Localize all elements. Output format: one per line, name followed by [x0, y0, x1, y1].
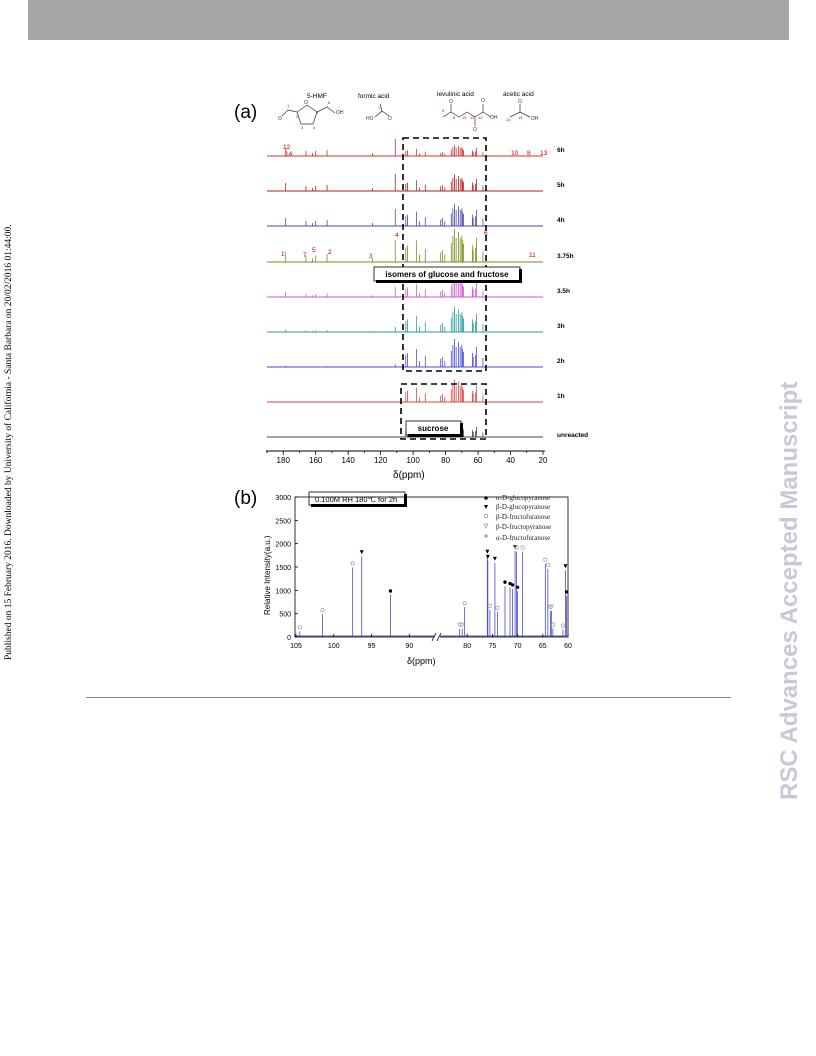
legend-alpha-glucopyranose: α-D-glucopyranose	[496, 494, 551, 502]
time-label-3-5h: 3.5h	[557, 288, 571, 295]
spectrum-trace-6h	[267, 139, 565, 156]
y-tick-label: 2500	[275, 518, 291, 526]
peak-marker-beta-fructofuranose	[521, 546, 524, 549]
spectrum-trace-1h	[267, 380, 565, 402]
x-tick-label: 40	[506, 456, 515, 465]
carbon-label-8: 8	[527, 150, 531, 157]
panel-b-label: (b)	[234, 488, 258, 509]
sucrose-label-box	[406, 421, 463, 437]
x-tick-label: 60	[473, 456, 483, 465]
peak-marker-beta-glucopyranose	[485, 550, 489, 554]
svg-text:3: 3	[301, 125, 304, 130]
svg-text:O: O	[481, 98, 485, 104]
x-tick-label: 160	[309, 456, 323, 465]
svg-text:O: O	[518, 99, 522, 105]
svg-text:5: 5	[316, 110, 319, 115]
y-tick-label: 3000	[275, 495, 291, 502]
peak-marker-beta-glucopyranose	[563, 564, 567, 568]
spectrum-trace-2h	[267, 339, 565, 367]
svg-text:13: 13	[506, 117, 511, 122]
svg-text:O: O	[449, 99, 453, 105]
compound-label-acetic-acid: acetic acid	[503, 91, 534, 98]
x-axis-panel-a	[266, 451, 548, 465]
legend-beta-fructopyranose: β-D-fructopyranose	[496, 523, 552, 531]
svg-text:OH: OH	[336, 110, 344, 116]
y-tick-label: 1500	[275, 565, 291, 572]
spectrum-trace-5h	[267, 174, 565, 191]
isomers-label-box	[374, 267, 522, 283]
carbon-label-13: 13	[540, 150, 548, 157]
time-label-5h: 5h	[557, 182, 565, 189]
svg-text:O: O	[388, 116, 392, 122]
levulinic-acid-structure	[442, 98, 498, 133]
carbon-label-3: 3	[369, 253, 373, 260]
svg-text:6: 6	[328, 100, 331, 105]
carbon-label-6: 6	[484, 230, 488, 237]
svg-text:14: 14	[518, 115, 523, 120]
y-tick-label: 500	[279, 611, 291, 619]
time-label-2h: 2h	[557, 358, 565, 365]
carbon-label-7: 7	[303, 252, 307, 259]
peak-marker-alpha-glucopyranose	[503, 580, 506, 583]
legend-beta-fructofuranose: β-D-fructofuranose	[496, 513, 551, 521]
svg-text:4: 4	[313, 125, 316, 130]
y-tick-label: 2000	[275, 541, 291, 549]
compound-label-formic-acid: formic acid	[358, 93, 390, 100]
time-label-4h: 4h	[557, 217, 565, 224]
peak-marker-alpha-glucopyranose	[516, 586, 519, 589]
svg-text:9: 9	[442, 108, 445, 113]
svg-text:7: 7	[378, 106, 381, 111]
x-tick-label-b: 75	[488, 643, 497, 650]
x-tick-label: 140	[341, 456, 355, 465]
carbon-label-10: 10	[511, 150, 519, 157]
svg-text:12: 12	[478, 115, 483, 120]
peak-marker-alpha-glucopyranose	[511, 583, 514, 586]
hmf-structure	[278, 100, 344, 130]
peak-marker-beta-fructofuranose	[561, 624, 564, 627]
publication-side-note: Published on 15 February 2016. Downloaded by University of California - Santa Barbara on 20/02/2016 01:44:00.	[4, 224, 14, 660]
carbon-label-14: 14	[285, 151, 293, 158]
x-axis-title-panel-b: δ(ppm)	[407, 656, 436, 666]
svg-text:8: 8	[453, 115, 456, 120]
x-tick-label-b: 80	[463, 643, 472, 650]
spectra-panel-a	[267, 139, 588, 439]
spectrum-trace-3-75h	[267, 228, 574, 262]
spectrum-trace-4h	[267, 204, 565, 226]
x-tick-label-b: 95	[367, 643, 376, 650]
time-label-3-75h: 3.75h	[557, 253, 574, 260]
svg-text:10: 10	[462, 115, 467, 120]
svg-text:HO: HO	[366, 116, 374, 122]
spectrum-trace-3h	[267, 307, 565, 332]
peak-marker-beta-glucopyranose	[486, 555, 490, 559]
time-label-3h: 3h	[557, 323, 565, 330]
peak-marker-beta-fructofuranose	[298, 626, 301, 629]
condition-box	[309, 492, 407, 507]
svg-text:OH: OH	[531, 116, 539, 122]
sucrose-label: sucrose	[417, 424, 449, 433]
peak-marker-beta-fructofuranose	[321, 608, 324, 611]
svg-text:2: 2	[296, 114, 299, 119]
x-tick-label: 100	[406, 456, 420, 465]
peak-marker-beta-glucopyranose	[493, 557, 497, 561]
acetic-acid-structure	[506, 99, 539, 122]
y-tick-label: 0	[287, 635, 291, 642]
condition-label: 0.100M RH 180℃ for 2h	[315, 495, 398, 504]
carbon-label-12: 12	[283, 144, 291, 151]
x-tick-label: 180	[276, 456, 290, 465]
y-tick-label: 1000	[275, 588, 291, 596]
x-tick-label-b: 90	[405, 643, 414, 650]
time-label-6h: 6h	[557, 147, 565, 154]
legend-alpha-fructofuranose: α-D-fructofuranose	[496, 534, 551, 542]
peak-marker-beta-glucopyranose	[360, 550, 364, 554]
x-tick-label-b: 105	[290, 643, 302, 650]
time-label-1h: 1h	[557, 393, 565, 400]
time-label-unreacted: unreacted	[557, 432, 589, 439]
peak-marker-beta-fructofuranose	[546, 563, 549, 566]
svg-text:O: O	[278, 116, 282, 122]
peak-marker-beta-fructofuranose	[488, 604, 491, 607]
y-axis-title-panel-b: Relative Intensity(a.u.)	[263, 535, 272, 615]
isomers-label: isomers of glucose and fructose	[385, 270, 509, 279]
carbon-label-4: 4	[395, 232, 399, 239]
peak-marker-beta-fructofuranose	[351, 562, 354, 565]
svg-text:11: 11	[470, 115, 475, 120]
peak-marker-beta-fructofuranose	[544, 558, 547, 561]
accepted-manuscript-watermark: RSC Advances Accepted Manuscript	[776, 381, 803, 800]
spectrum-panel-b	[296, 545, 568, 636]
page-divider	[86, 697, 731, 698]
x-tick-label: 20	[538, 456, 548, 465]
svg-text:O: O	[473, 127, 477, 133]
peak-marker-alpha-glucopyranose	[389, 589, 392, 592]
svg-text:O: O	[304, 100, 308, 106]
x-tick-label: 80	[441, 456, 451, 465]
panel-a-label: (a)	[234, 102, 258, 123]
legend-beta-glucopyranose: β-D-glucopyranose	[496, 503, 551, 511]
peak-marker-beta-fructofuranose	[496, 606, 499, 609]
carbon-label-5: 5	[312, 247, 316, 254]
compound-label-5hmf: 5-HMF	[307, 93, 327, 100]
peak-marker-beta-fructofuranose	[463, 601, 466, 604]
x-tick-label-b: 65	[538, 643, 547, 650]
carbon-label-11: 11	[529, 252, 536, 259]
svg-text:1: 1	[287, 103, 290, 108]
x-tick-label: 120	[373, 456, 388, 465]
carbon-label-1: 1	[281, 251, 285, 258]
x-tick-label-b: 100	[327, 643, 340, 650]
x-tick-label-b: 60	[564, 643, 572, 650]
x-axis-title-panel-a: δ(ppm)	[393, 470, 425, 481]
carbon-label-2: 2	[328, 249, 332, 256]
svg-text:OH: OH	[490, 115, 498, 121]
formic-acid-structure	[366, 104, 392, 122]
x-tick-label-b: 70	[513, 643, 522, 650]
compound-label-levulinic-acid: levulinic acid	[437, 91, 474, 98]
legend-panel-b	[484, 494, 551, 542]
